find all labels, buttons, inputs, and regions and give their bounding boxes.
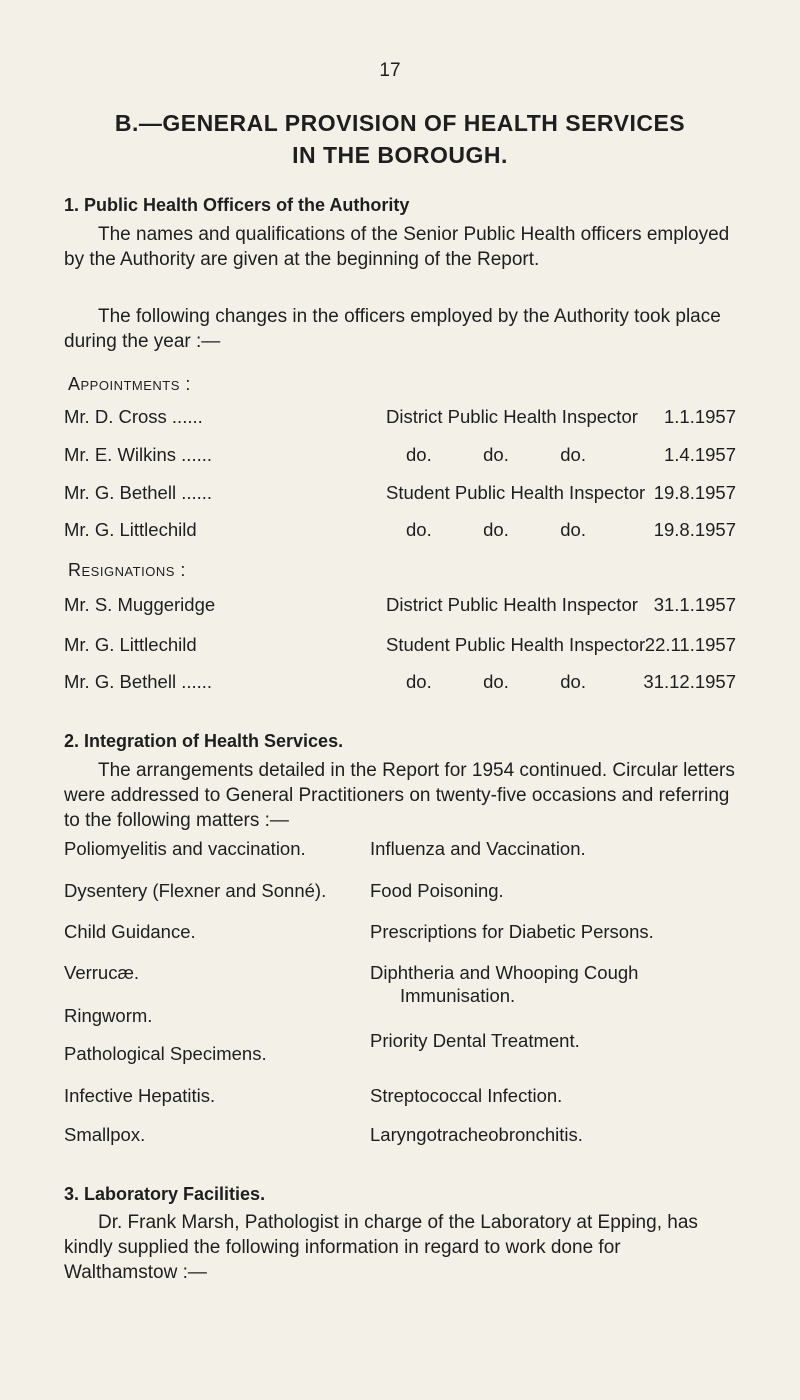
section-2-paragraph: The arrangements detailed in the Report for 1954 continued. Circular letters were addressed to General Practitioners on twenty-five occasions and referring to the following matters :— xyxy=(64,760,735,831)
main-heading-line-1: B.—GENERAL PROVISION OF HEALTH SERVICES xyxy=(114,110,686,136)
appointment-title: do. do. do. xyxy=(406,444,586,465)
matter-item: Laryngotracheobronchitis. xyxy=(370,1124,583,1145)
matter-item: Influenza and Vaccination. xyxy=(370,838,586,859)
appointment-date: 19.8.1957 xyxy=(653,519,736,540)
resignation-name: Mr. G. Littlechild xyxy=(64,634,197,655)
resignation-title: Student Public Health Inspector xyxy=(386,634,646,655)
appointment-date: 1.1.1957 xyxy=(663,406,736,427)
resignation-title: District Public Health Inspector xyxy=(386,594,638,615)
resignation-name: Mr. G. Bethell ...... xyxy=(64,671,213,692)
section-1-heading: 1. Public Health Officers of the Authority xyxy=(64,195,410,215)
main-heading-line-2: IN THE BOROUGH. xyxy=(292,142,508,168)
appointment-title: District Public Health Inspector xyxy=(386,406,638,427)
matter-item: Diphtheria and Whooping Cough xyxy=(370,962,639,983)
matter-item: Ringworm. xyxy=(64,1005,153,1026)
appointment-title: Student Public Health Inspector xyxy=(386,482,646,503)
appointment-date: 19.8.1957 xyxy=(653,482,736,503)
matter-item: Verrucæ. xyxy=(64,962,140,983)
resignation-name: Mr. S. Muggeridge xyxy=(64,594,216,615)
matter-item: Streptococcal Infection. xyxy=(370,1085,563,1106)
matter-item: Infective Hepatitis. xyxy=(64,1085,216,1106)
resignations-label: Resignations : xyxy=(68,560,186,580)
appointment-name: Mr. G. Littlechild xyxy=(64,519,197,540)
appointment-name: Mr. G. Bethell ...... xyxy=(64,482,213,503)
matter-item: Pathological Specimens. xyxy=(64,1043,267,1064)
resignation-date: 31.1.1957 xyxy=(653,594,736,615)
section-1-paragraph-2: The following changes in the officers employed by the Authority took place during the year :— xyxy=(64,306,721,352)
section-3-heading: 3. Laboratory Facilities. xyxy=(64,1184,266,1204)
appointment-date: 1.4.1957 xyxy=(663,444,736,465)
matter-item: Poliomyelitis and vaccination. xyxy=(64,838,306,859)
matter-item-continued: Immunisation. xyxy=(400,985,516,1006)
matter-item: Prescriptions for Diabetic Persons. xyxy=(370,921,654,942)
matter-item: Priority Dental Treatment. xyxy=(370,1030,580,1051)
resignation-title: do. do. do. xyxy=(406,671,586,692)
matter-item: Food Poisoning. xyxy=(370,880,504,901)
appointments-label: Appointments : xyxy=(68,374,191,394)
matter-item: Child Guidance. xyxy=(64,921,196,942)
appointment-name: Mr. D. Cross ...... xyxy=(64,406,203,427)
appointment-title: do. do. do. xyxy=(406,519,586,540)
matter-item: Smallpox. xyxy=(64,1124,146,1145)
appointment-name: Mr. E. Wilkins ...... xyxy=(64,444,213,465)
resignation-date: 22.11.1957 xyxy=(644,634,736,655)
matter-item: Dysentery (Flexner and Sonné). xyxy=(64,880,327,901)
section-2-heading: 2. Integration of Health Services. xyxy=(64,731,344,751)
resignation-date: 31.12.1957 xyxy=(643,671,736,692)
section-1-paragraph-1: The names and qualifications of the Senior Public Health officers employed by the Authority are given at the beginning of the Report. xyxy=(64,224,730,270)
page-number: 17 xyxy=(379,60,401,81)
section-3-paragraph: Dr. Frank Marsh, Pathologist in charge of the Laboratory at Epping, has kindly supplied the following information in regard to work done for Walthamstow :— xyxy=(64,1212,698,1283)
